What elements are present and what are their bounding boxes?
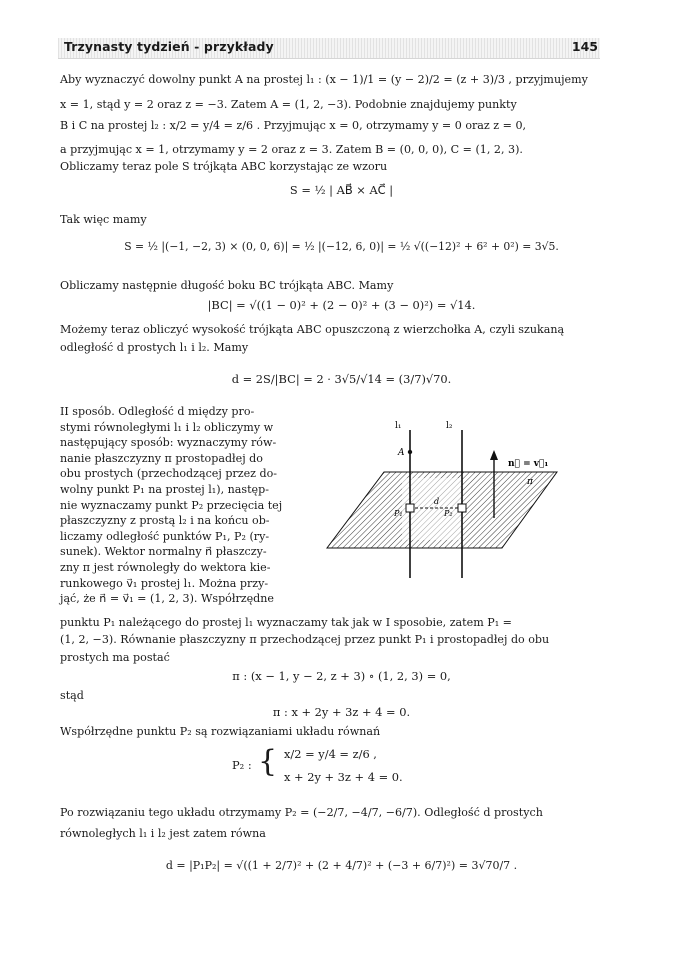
text-line: jąć, że n⃗ = v⃗₁ = (1, 2, 3). Współrzędne	[60, 592, 274, 606]
text-line: Możemy teraz obliczyć wysokość trójkąta ABC opuszczoną z wierzchołka A, czyli szukaną	[60, 323, 565, 336]
point-a	[408, 450, 412, 454]
label-n: n⃗ = v⃗₁	[508, 459, 549, 469]
equation-bc-length: |BC| = √((1 − 0)² + (2 − 0)² + (3 − 0)²) = √14.	[207, 298, 476, 312]
equation-plane-vector: π : (x − 1, y − 2, z + 3) ∘ (1, 2, 3) = 0,	[232, 669, 451, 683]
label-d: d	[434, 497, 440, 506]
text-line: B i C na prostej l₂ : x/2 = y/4 = z/6 . Przyjmując x = 0, otrzymamy y = 0 oraz z = 0,	[60, 119, 527, 132]
label-a: A	[398, 448, 405, 458]
text-line: Tak więc mamy	[60, 213, 147, 226]
equation-distance: d = 2S/|BC| = 2 · 3√5/√14 = (3/7)√70.	[231, 372, 452, 386]
text-line: Obliczamy następnie długość boku BC trójkąta ABC. Mamy	[60, 279, 394, 292]
text-line: Po rozwiązaniu tego układu otrzymamy P₂ = (−2/7, −4/7, −6/7). Odległość d prostych	[60, 806, 543, 819]
system-brace: {	[258, 744, 278, 779]
label-p1: P₁	[394, 509, 403, 518]
running-header	[58, 38, 600, 59]
label-l1: l₁	[395, 421, 402, 431]
system-label: P₂ :	[232, 758, 252, 772]
text-line: II sposób. Odległość d między pro-	[60, 405, 255, 418]
text-column	[60, 404, 302, 607]
text-line: a przyjmując x = 1, otrzymamy y = 2 oraz z = 3. Zatem B = (0, 0, 0), C = (1, 2, 3).	[60, 143, 523, 156]
equation-area-value: S = ½ |(−1, −2, 3) × (0, 0, 6)| = ½ |(−12, 6, 0)| = ½ √((−12)² + 6² + 0²) = 3√5.	[124, 240, 559, 253]
text-line: prostych ma postać	[60, 651, 170, 664]
equation-plane: π : x + 2y + 3z + 4 = 0.	[272, 705, 411, 719]
point-p2	[458, 504, 466, 512]
text-line: obu prostych (przechodzącej przez do-	[60, 467, 278, 481]
text-line: zny π jest równoległy do wektora kie-	[60, 560, 271, 574]
label-pi: π	[527, 477, 533, 487]
equation-final-distance: d = |P₁P₂| = √((1 + 2/7)² + (2 + 4/7)² + (−3 + 6/7)²) = 3√70/7 .	[165, 859, 518, 872]
text-line: płaszczyzny z prostą l₂ i na końcu ob-	[60, 514, 270, 528]
system-eq-1: x/2 = y/4 = z/6 ,	[284, 747, 377, 761]
point-p1	[406, 504, 414, 512]
text-line: Obliczamy teraz pole S trójkąta ABC korzystając ze wzoru	[60, 160, 388, 173]
text-line: stymi równoległymi l₁ i l₂ obliczymy w	[60, 420, 274, 434]
label-l2: l₂	[446, 421, 453, 431]
text-line: liczamy odległość punktów P₁, P₂ (ry-	[60, 529, 270, 543]
chapter-title: Trzynasty tydzień - przykłady	[64, 39, 274, 54]
plane-diagram	[322, 410, 572, 585]
text-line: nanie płaszczyzny π prostopadłej do	[60, 451, 263, 465]
text-line: wolny punkt P₁ na prostej l₁), następ-	[60, 482, 269, 496]
text-line: Współrzędne punktu P₂ są rozwiązaniami układu równań	[60, 725, 381, 738]
text-line: równoległych l₁ i l₂ jest zatem równa	[60, 827, 266, 840]
text-line: następujący sposób: wyznaczymy rów-	[60, 436, 277, 450]
text-line: Aby wyznaczyć dowolny punkt A na prostej l₁ : (x − 1)/1 = (y − 2)/2 = (z + 3)/3 , przyjmujemy	[60, 73, 588, 86]
system-eq-2: x + 2y + 3z + 4 = 0.	[284, 770, 403, 784]
label-p2: P₂	[444, 509, 453, 518]
text-line: punktu P₁ należącego do prostej l₁ wyznaczamy tak jak w I sposobie, zatem P₁ =	[60, 616, 512, 629]
text-line: x = 1, stąd y = 2 oraz z = −3. Zatem A = (1, 2, −3). Podobnie znajdujemy punkty	[60, 98, 517, 111]
text-line: odległość d prostych l₁ i l₂. Mamy	[60, 341, 249, 354]
text-line: nie wyznaczamy punkt P₂ przecięcia tej	[60, 498, 283, 512]
equation-area-formula: S = ½ | AB⃗ × AC⃗ |	[289, 183, 394, 197]
text-line: stąd	[60, 689, 84, 702]
text-line: (1, 2, −3). Równanie płaszczyzny π przechodzącej przez punkt P₁ i prostopadłej do obu	[60, 633, 550, 646]
text-line: runkowego v⃗₁ prostej l₁. Można przy-	[60, 576, 269, 590]
text-line: sunek). Wektor normalny n⃗ płaszczy-	[60, 545, 267, 559]
page-number: 145	[571, 39, 598, 54]
